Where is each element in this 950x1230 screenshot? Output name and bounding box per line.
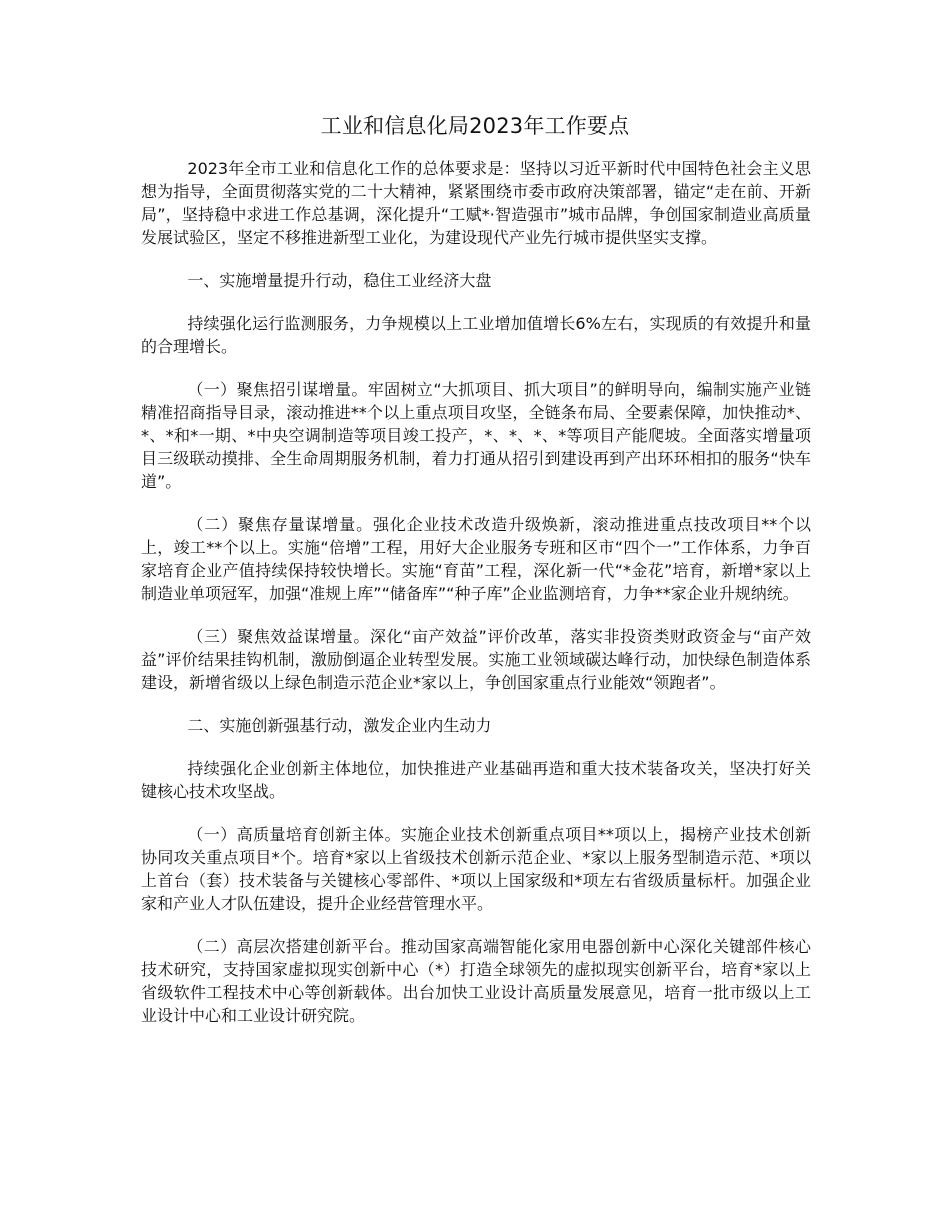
section-heading-2: 二、实施创新强基行动，激发企业内生动力 — [187, 716, 492, 735]
document-title: 工业和信息化局2023年工作要点 — [320, 114, 630, 138]
section-1-item-1: （一）聚焦招引谋增量。牢固树立“大抓项目、抓大项目”的鲜明导向，编制实施产业链精准招商指导目录，滚动推进**个以上重点项目攻坚，全链条布局、全要素保障，加快推动*、*、*和*一期、*中央空调制造等项目竣工投产，*、*、*、*等项目产能爬坡。全面落实增量项目三级联动摸排、全生命周期服务机制，着力打通从招引到建设再到产出环环相扣的服务“快车道”。 — [141, 380, 811, 491]
section-heading-1: 一、实施增量提升行动，稳住工业经济大盘 — [187, 271, 492, 290]
intro-paragraph: 2023年全市工业和信息化工作的总体要求是：坚持以习近平新时代中国特色社会主义思想为指导，全面贯彻落实党的二十大精神，紧紧围绕市委市政府决策部署，锚定“走在前、开新局”，坚持稳中求进工作总基调，深化提升“工赋*·智造强市”城市品牌，争创国家制造业高质量发展试验区，坚定不移推进新型工业化，为建设现代产业先行城市提供坚实支撑。 — [141, 159, 811, 247]
section-2-summary: 持续强化企业创新主体地位，加快推进产业基础再造和重大技术装备攻关，坚决打好关键核心技术攻坚战。 — [141, 759, 811, 801]
section-2-item-2: （二）高层次搭建创新平台。推动国家高端智能化家用电器创新中心深化关键部件核心技术研究，支持国家虚拟现实创新中心（*）打造全球领先的虚拟现实创新平台，培育*家以上省级软件工程技术中心等创新载体。出台加快工业设计高质量发展意见，培育一批市级以上工业设计中心和工业设计研究院。 — [141, 937, 811, 1025]
section-2-item-1: （一）高质量培育创新主体。实施企业技术创新重点项目**项以上，揭榜产业技术创新协同攻关重点项目*个。培育*家以上省级技术创新示范企业、*家以上服务型制造示范、*项以上首台（套）技术装备与关键核心零部件、*项以上国家级和*项左右省级质量标杆。加强企业家和产业人才队伍建设，提升企业经营管理水平。 — [141, 825, 811, 913]
section-1-item-2: （二）聚焦存量谋增量。强化企业技术改造升级焕新，滚动推进重点技改项目**个以上，竣工**个以上。实施“倍增”工程，用好大企业服务专班和区市“四个一”工作体系，力争百家培育企业产值持续保持较快增长。实施“育苗”工程，深化新一代“*金花”培育，新增*家以上制造业单项冠军，加强“准规上库”“储备库”“种子库”企业监测培育，力争**家企业升规纳统。 — [141, 515, 811, 603]
document-body — [141, 157, 811, 1047]
section-1-summary: 持续强化运行监测服务，力争规模以上工业增加值增长6%左右，实现质的有效提升和量的合理增长。 — [141, 314, 811, 356]
section-1-item-3: （三）聚焦效益谋增量。深化“亩产效益”评价改革，落实非投资类财政资金与“亩产效益”评价结果挂钩机制，激励倒逼企业转型发展。实施工业领域碳达峰行动，加快绿色制造体系建设，新增省级以上绿色制造示范企业*家以上，争创国家重点行业能效“领跑者”。 — [141, 627, 811, 692]
